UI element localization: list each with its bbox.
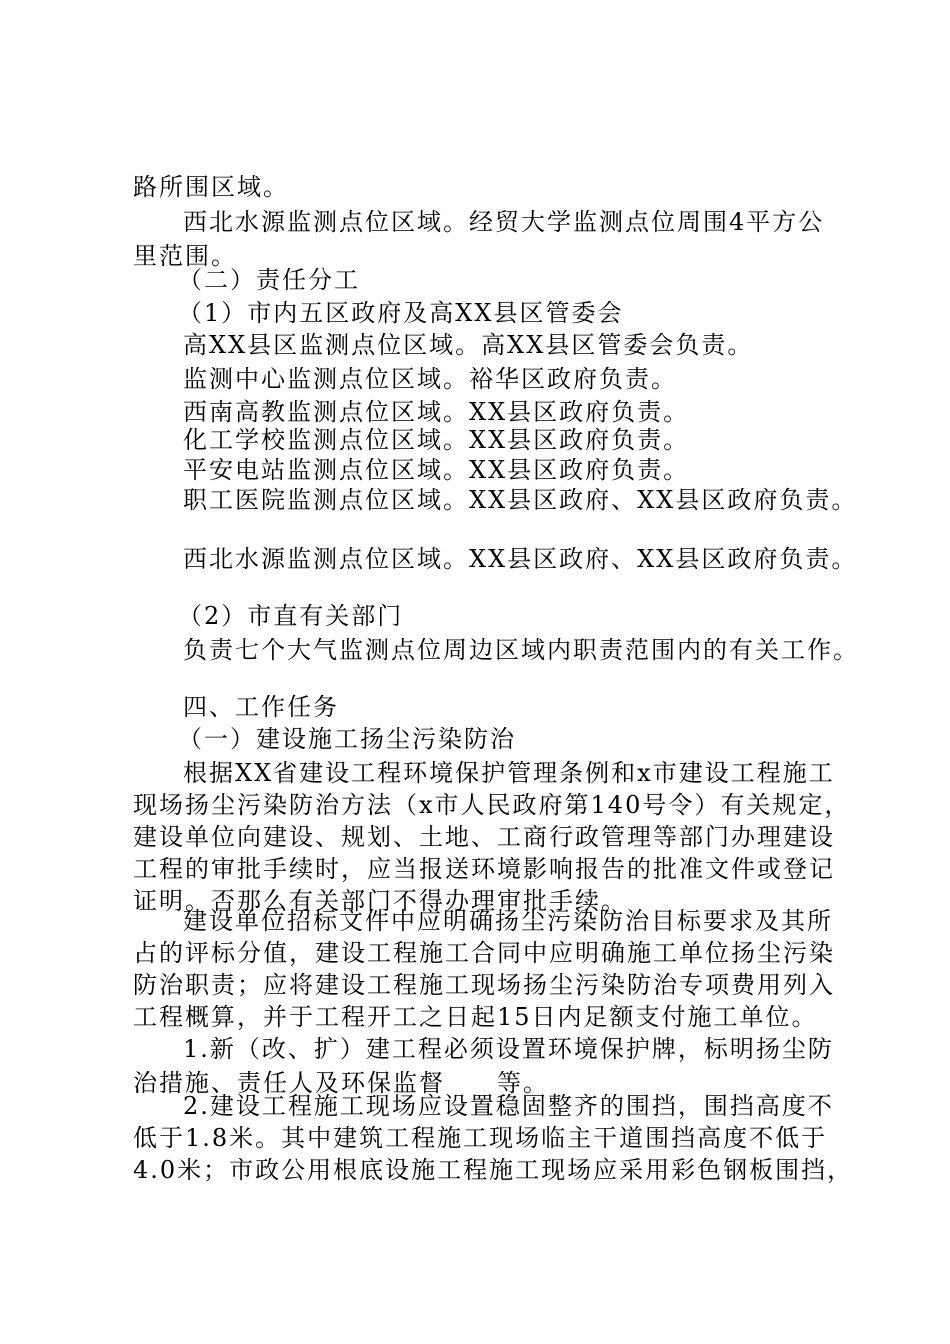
text-line: 职工医院监测点位区域。XX县区政府、XX县区政府负责。 [183,486,858,514]
text-line: 证明。否那么有关部门不得办理审批手续。 [133,887,627,915]
text-line: 建设单位招标文件中应明确扬尘污染防治目标要求及其所 [183,907,833,935]
text-line: 平安电站监测点位区域。XX县区政府负责。 [183,456,690,484]
text-line: 治措施、责任人及环保监督 等。 [133,1069,549,1097]
text-line: 占的评标分值，建设工程施工合同中应明确施工单位扬尘污染 [133,939,835,967]
text-line: 高XX县区监测点位区域。高XX县区管委会负责。 [183,331,754,359]
text-line: 建设单位向建设、规划、土地、工商行政管理等部门办理建设 [133,823,835,851]
text-line: 4.0米；市政公用根底设施工程施工现场应采用彩色钢板围挡， [133,1156,854,1184]
section-heading: 四、工作任务 [183,693,339,721]
text-line: 1.新（改、扩）建工程必须设置环境保护牌，标明扬尘防 [183,1035,834,1063]
text-line: 现场扬尘污染防治方法（x市人民政府第140号令）有关规定， [133,791,851,819]
text-line: 低于1.8米。其中建筑工程施工现场临主干道围挡高度不低于 [133,1124,828,1152]
text-line: 工程的审批手续时，应当报送环境影响报告的批准文件或登记 [133,855,835,883]
text-line: 负责七个大气监测点位周边区域内职责范围内的有关工作。 [183,636,859,664]
text-line: 路所围区域。 [133,173,289,201]
section-heading: （二）责任分工 [178,266,360,294]
text-line: 里范围。 [133,242,237,270]
section-heading: （一）建设施工扬尘污染防治 [178,725,516,753]
text-line: 根据XX省建设工程环境保护管理条例和x市建设工程施工 [183,759,835,787]
text-line: 西北水源监测点位区域。经贸大学监测点位周围4平方公 [183,208,825,236]
text-line: 2.建设工程施工现场应设置稳固整齐的围挡，围挡高度不 [183,1092,834,1120]
text-line: 监测中心监测点位区域。裕华区政府负责。 [183,365,677,393]
text-line: 工程概算，并于工程开工之日起15日内足额支付施工单位。 [133,1003,818,1031]
text-line: 西南高教监测点位区域。XX县区政府负责。 [183,398,690,426]
text-line: 化工学校监测点位区域。XX县区政府负责。 [183,426,690,454]
subsection-heading: （2）市直有关部门 [178,602,404,630]
text-line: 西北水源监测点位区域。XX县区政府、XX县区政府负责。 [183,545,858,573]
subsection-heading: （1）市内五区政府及高XX县区管委会 [178,299,624,327]
text-line: 防治职责；应将建设工程施工现场扬尘污染防治专项费用列入 [133,971,835,999]
